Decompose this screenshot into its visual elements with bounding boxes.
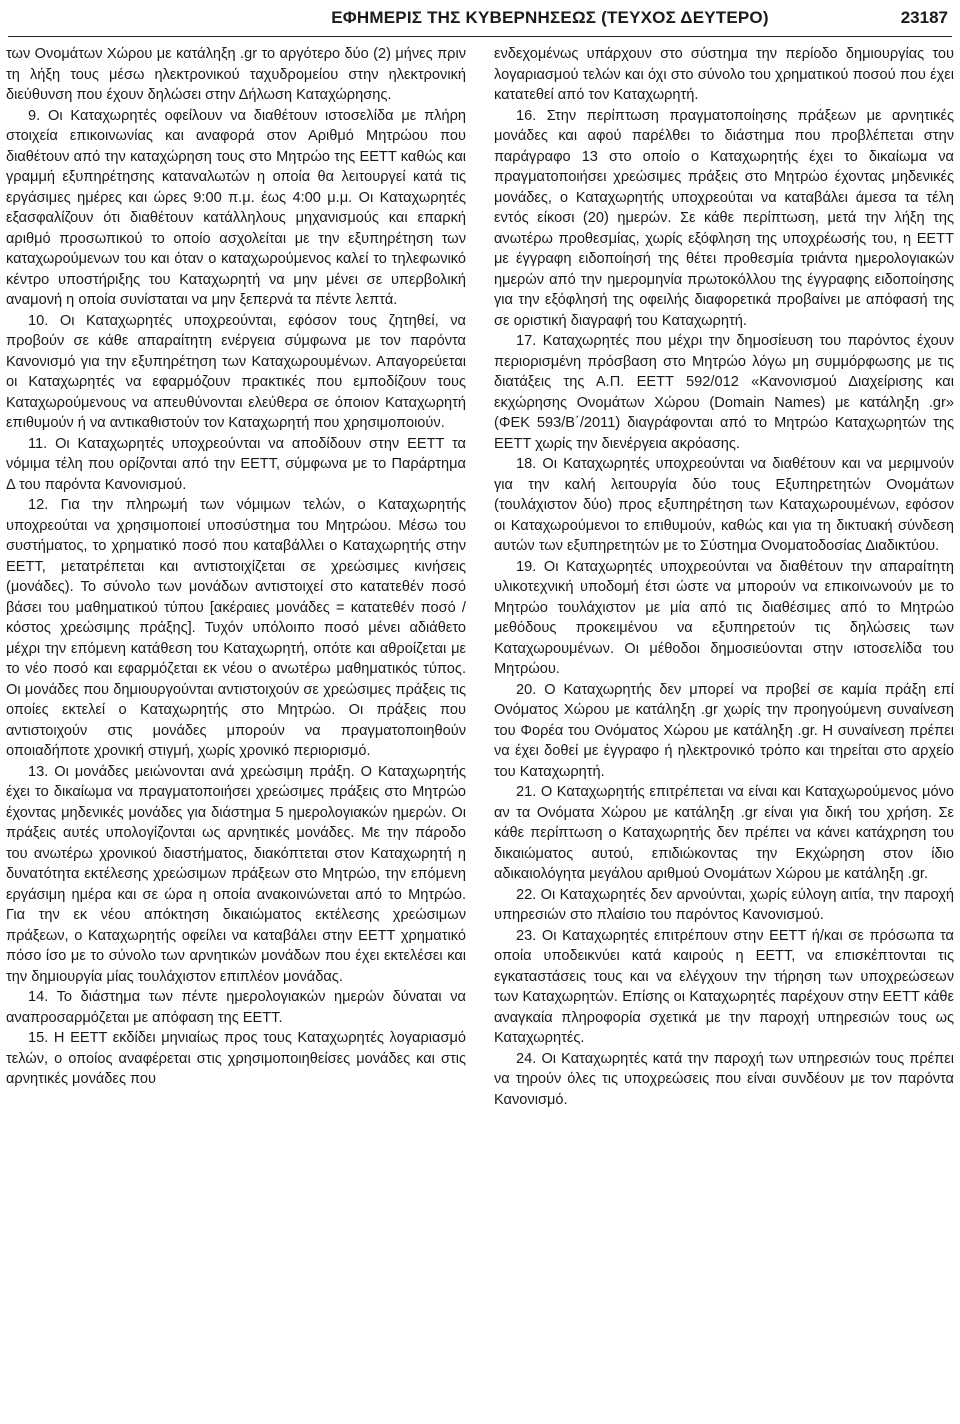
paragraph: των Ονομάτων Χώρου με κατάληξη .gr το αργότερο δύο (2) μήνες πριν τη λήξη τους μέσω ηλεκτρονικού ταχυδρομείου στην ηλεκτρονική διεύθυνση που έχουν δηλώσει στην Δήλωση Καταχώρησης.: [6, 46, 466, 103]
left-column: [6, 44, 466, 1110]
paragraph: 13. Οι μονάδες μειώνονται ανά χρεώσιμη πράξη. Ο Καταχωρητής έχει το δικαίωμα να πραγματοποιήσει χρεώσιμες πράξεις στο Μητρώο έχοντας μηδενικές μονάδες για διάστημα 5 ημερολογιακών ημερών. Οι πράξεις αυτές υπολογίζονται ως αρνητικές μονάδες. Με την πάροδο του ανωτέρω χρονικού διαστήματος, διακόπτεται στον Καταχωρητή η δυνατότητα εκτέλεσης χρεώσιμων πράξεων στο Μητρώο, την επόμενη εργάσιμη ημέρα και σε ώρα η οποία ανακοινώνεται από το Μητρώο. Για την εκ νέου απόκτηση δικαιώματος εκτέλεσης χρεώσιμων πράξεων, ο Καταχωρητής οφείλει να καταβάλει στην ΕΕΤΤ χρηματικό πόσο ίσο με το σύνολο των αρνητικών μονάδων που έχει εκτελέσει και την δημιουργία μίας τουλάχιστον επιπλέον μονάδας.: [6, 763, 466, 985]
paragraph: 15. Η ΕΕΤΤ εκδίδει μηνιαίως προς τους Καταχωρητές λογαριασμό τελών, ο οποίος αναφέρεται στις χρησιμοποιηθείσες μονάδες και στις αρνητικές μονάδες που: [6, 1030, 466, 1087]
paragraph: 19. Οι Καταχωρητές υποχρεούνται να διαθέτουν την απαραίτητη υλικοτεχνική υποδομή έτσι ώστε να μπορούν να επικοινωνούν με το Μητρώο τουλάχιστον με μία από τις διαθέσιμες από το Μητρώο μεθόδους προκειμένου να εξυπηρετούν τις δηλώσεις των Καταχωρουμένων. Οι μέθοδοι δημοσιεύονται στην ιστοσελίδα του Μητρώου.: [494, 558, 954, 677]
paragraph: 18. Οι Καταχωρητές υποχρεούνται να διαθέτουν και να μεριμνούν για την καλή λειτουργία δύο τους Εξυπηρετητών Ονομάτων (τουλάχιστον δύο) προς εξυπηρέτηση των Καταχωρουμένων, εφόσον οι Καταχωρούμενοι το επιθυμούν, καθώς και για τη δικτυακή σύνδεση αυτών των εξυπηρετητών με το Σύστημα Ονοματοδοσίας Διαδικτύου.: [494, 456, 954, 554]
paragraph: 9. Οι Καταχωρητές οφείλουν να διαθέτουν ιστοσελίδα με πλήρη στοιχεία επικοινωνίας και αναφορά στον Αριθμό Μητρώου που διαθέτουν από την καταχώρηση τους στο Μητρώο της ΕΕΤΤ καθώς και γραμμή εξυπηρέτησης καταναλωτών η οποία θα λειτουργεί κατά τις εργάσιμες ημέρες και ώρες 9:00 π.μ. έως 4:00 μ.μ. Οι Καταχωρητές εξασφαλίζουν ότι διαθέτουν κατάλληλους μηχανισμούς και επαρκή αριθμό προσωπικού το οποίο ασχολείται με την εξυπηρέτηση των καταχωρούμενων του και όταν ο καταχωρούμενος καλεί το τηλεφωνικό κέντρο υποστήριξης του Καταχωρητή να μην μένει σε υπερβολική αναμονή η οποία συνίσταται να μην ξεπερνά τα πέντε λεπτά.: [6, 107, 466, 308]
paragraph: 16. Στην περίπτωση πραγματοποίησης πράξεων με αρνητικές μονάδες και αφού παρέλθει το διάστημα που προβλέπεται στην παράγραφο 13 στο οποίο ο Καταχωρητής έχει το δικαίωμα να πραγματοποιήσει χρεώσιμες πράξεις στο Μητρώο έχοντας μηδενικές μονάδες, ο Καταχωρητής υποχρεούται να καταβάλει άμεσα τα τέλη εντός είκοσι (20) ημερών. Σε κάθε περίπτωση, μετά την λήξη της ανωτέρω προθεσμίας, χωρίς εξόφληση της υποχρέωσής του, η ΕΕΤΤ με έγγραφη ειδοποίησή της θέτει προθεσμία τριάντα ημερολογιακών ημερών από την ημερομηνία πρωτοκόλλου της έγγραφης ειδοποίησης για την εξόφλησή της οφειλής διαφορετικά προβαίνει με απόφασή της σε οριστική διαγραφή του Καταχωρητή.: [494, 107, 954, 329]
text-columns: [6, 44, 954, 1110]
paragraph: 17. Καταχωρητές που μέχρι την δημοσίευση του παρόντος έχουν περιορισμένη πρόσβαση στο Μητρώο λόγω μη συμμόρφωσης με τις διατάξεις της Α.Π. ΕΕΤΤ 592/012 «Κανονισμού Διαχείρισης και εκχώρησης Ονομάτων Χώρου (Domain Names) με κατάληξη .gr» (ΦΕΚ 593/Β΄/2011) διαγράφονται από το Μητρώο Καταχωρητών της ΕΕΤΤ χωρίς την διενέργεια ακρόασης.: [494, 333, 954, 452]
publication-title: ΕΦΗΜΕΡΙΣ ΤΗΣ ΚΥΒΕΡΝΗΣΕΩΣ (ΤΕΥΧΟΣ ΔΕΥΤΕΡΟ): [331, 8, 769, 27]
paragraph: 22. Οι Καταχωρητές δεν αρνούνται, χωρίς εύλογη αιτία, την παροχή υπηρεσιών στο πλαίσιο του παρόντος Κανονισμού.: [494, 886, 954, 923]
paragraph: 20. Ο Καταχωρητής δεν μπορεί να προβεί σε καμία πράξη επί Ονόματος Χώρου με κατάληξη .gr χωρίς την προηγούμενη συναίνεση του Φορέα του Ονόματος Χώρου με κατάληξη .gr. Η συναίνεση πρέπει να έχει δοθεί με έγγραφο ή ηλεκτρονικό τρόπο και τηρείται στο αρχείο του Καταχωρητή.: [494, 681, 954, 780]
page-number: 23187: [900, 8, 948, 27]
paragraph: 10. Οι Καταχωρητές υποχρεούνται, εφόσον τους ζητηθεί, να προβούν σε κάθε απαραίτητη ενέργεια σύμφωνα με τον παρόντα Κανονισμό για την εξυπηρέτηση των Καταχωρουμένων. Απαγορεύεται οι Καταχωρητές να εφαρμόζουν πρακτικές που εμποδίζουν τους Καταχωρούμενους να απευθύνονται ελεύθερα σε όποιον Καταχωρητή επιθυμούν ή να αντικαθιστούν τον Καταχωρητή που χρησιμοποιούν.: [6, 312, 466, 431]
paragraph: ενδεχομένως υπάρχουν στο σύστημα την περίοδο δημιουργίας του λογαριασμού τελών και όχι στο σύνολο του χρηματικού ποσού που έχει κατατεθεί από τον Καταχωρητή.: [494, 46, 954, 103]
paragraph: 24. Οι Καταχωρητές κατά την παροχή των υπηρεσιών τους πρέπει να τηρούν όλες τις υποχρεώσεις που είναι συνδέουν με τον παρόντα Κανονισμό.: [494, 1050, 954, 1108]
paragraph: 21. Ο Καταχωρητής επιτρέπεται να είναι και Καταχωρούμενος μόνο αν τα Ονόματα Χώρου με κατάληξη .gr είναι για δική του χρήση. Σε κάθε περίπτωση ο Καταχωρητής δεν πρέπει να κάνει κατάχρηση του δικαιώματος αυτού, επιδιώκοντας την Εκχώρηση στον ίδιο αδικαιολόγητα μεγάλου αριθμού Ονομάτων Χώρου με κατάληξη .gr.: [494, 784, 954, 882]
paragraph: 23. Οι Καταχωρητές επιτρέπουν στην ΕΕΤΤ ή/και σε πρόσωπα τα οποία υποδεικνύει κατά καιρούς η ΕΕΤΤ, να επισκέπτονται τις εγκαταστάσεις τους και να ελέγχουν την τήρηση των υποχρεώσεων των Καταχωρητών. Επίσης οι Καταχωρητές παρέχουν στην ΕΕΤΤ κάθε αναγκαία πληροφορία σχετικά με την παροχή υπηρεσιών τους ως Καταχωρητές.: [494, 927, 954, 1046]
paragraph: 14. Το διάστημα των πέντε ημερολογιακών ημερών δύναται να αναπροσαρμόζεται με απόφαση της ΕΕΤΤ.: [6, 989, 466, 1026]
paragraph: 11. Οι Καταχωρητές υποχρεούνται να αποδίδουν στην ΕΕΤΤ τα νόμιμα τέλη που ορίζονται από την ΕΕΤΤ, σύμφωνα με το Παράρτημα Δ του παρόντα Κανονισμού.: [6, 435, 466, 493]
page-header: [8, 0, 952, 37]
right-column: [494, 44, 954, 1110]
paragraph: 12. Για την πληρωμή των νόμιμων τελών, ο Καταχωρητής υποχρεούται να χρησιμοποιεί υποσύστημα του Μητρώου. Μέσω του συστήματος, το χρηματικό ποσό που καταβάλλει ο Καταχωρητής στην ΕΕΤΤ, μετατρέπεται και αντιστοιχίζεται σε χρεώσιμες κινήσεις (μονάδες). Το σύνολο των μονάδων αντιστοιχεί στο κατατεθέν ποσό βάσει του μαθηματικού τύπου [ακέραιες μονάδες = κατατεθέν ποσό / κόστος χρεώσιμης πράξης]. Τυχόν υπόλοιπο ποσό μένει αδιάθετο μέχρι την επόμενη κατάθεση του Καταχωρητή, οπότε και αθροίζεται με το νέο ποσό και εφαρμόζεται εκ νέου ο ανωτέρω μαθηματικός τύπος. Οι μονάδες που δημιουργούνται αντιστοιχούν σε χρεώσιμες πράξεις τις οποίες εκτελεί ο Καταχωρητής στο Μητρώο. Οι πράξεις που αντιστοιχούν στις μονάδες μπορούν να πραγματοποιηθούν οποιαδήποτε χρονική στιγμή, χωρίς χρονικό περιορισμό.: [6, 497, 466, 759]
